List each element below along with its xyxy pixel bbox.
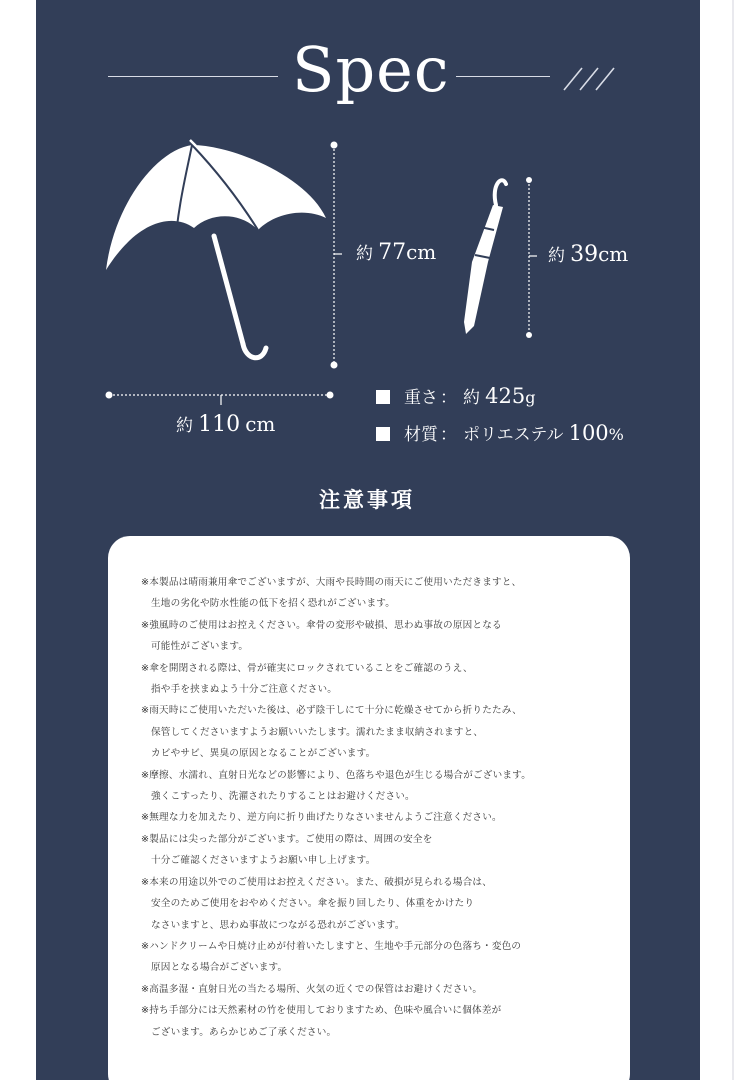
note-item: ※製品には尖った部分がございます。ご使用の際は、周囲の安全を 十分ご確認くださいますようお願い申し上げます。 <box>141 833 433 867</box>
note-item: ※強風時のご使用はお控えください。傘骨の変形や破損、思わぬ事故の原因となる 可能性がございます。 <box>141 619 502 653</box>
note-item: ※傘を開閉される際は、骨が確実にロックされていることをご確認のうえ、 指や手を挟まぬよう十分ご注意ください。 <box>141 662 473 696</box>
note-item: ※無理な力を加えたり、逆方向に折り曲げたりなさいませんようご注意ください。 <box>141 812 502 824</box>
bullet-square-icon <box>376 390 390 404</box>
note-item: ※摩擦、水濡れ、直射日光などの影響により、色落ちや退色が生じる場合がございます。 強くこすったり、洗濯されたりすることはお避けください。 <box>141 769 532 803</box>
note-item: ※持ち手部分には天然素材の竹を使用しておりますため、色味や風合いに個体差が ございます。あらかじめご了承ください。 <box>141 1005 502 1038</box>
open-umbrella-icon <box>106 140 326 358</box>
umbrella-illustrations <box>36 0 700 480</box>
side-margin <box>700 0 736 1080</box>
folded-length-label: 約 39cm <box>548 242 629 267</box>
open-width-label: 約 110 cm <box>176 412 276 437</box>
notes-card <box>108 536 630 1080</box>
note-item: ※本製品は晴雨兼用傘でございますが、大雨や長時間の雨天にご使用いただきますと、 生地の劣化や防水性能の低下を招く恐れがございます。 <box>141 577 522 610</box>
note-item: ※本来の用途以外でのご使用はお控えください。また、破損が見られる場合は、 安全のためご使用をおやめください。傘を振り回したり、体重をかけたり なさいますと、思わぬ事故につながる恐れがございます。 <box>141 876 493 931</box>
note-item: ※雨天時にご使用いただいた後は、必ず陰干しにて十分に乾燥させてから折りたたみ、 保管してくださいますようお願いいたします。濡れたまま収納されますと、 カビやサビ、異臭の原因となることがございます。 <box>141 705 522 760</box>
bullet-square-icon <box>376 427 390 441</box>
open-height-dimension-line <box>331 142 343 369</box>
notes-list <box>141 572 625 1043</box>
open-width-dimension-line <box>106 392 334 406</box>
spec-material: 材質 ： ポリエステル 100 % <box>376 420 624 445</box>
side-divider <box>732 0 734 1080</box>
notes-heading: 注意事項 <box>319 488 415 512</box>
spec-panel <box>36 0 700 1080</box>
folded-length-dimension-line <box>526 177 537 338</box>
note-item: ※ハンドクリームや日焼け止めが付着いたしますと、生地や手元部分の色落ち・変色の 原因となる場合がございます。 <box>141 940 522 974</box>
spec-weight: 重さ ： 約 425 g <box>376 383 535 408</box>
folded-umbrella-icon <box>464 180 506 334</box>
note-item: ※高温多湿・直射日光の当たる場所、火気の近くでの保管はお避けください。 <box>141 983 483 995</box>
page-title: Spec <box>292 33 450 106</box>
open-height-label: 約 77cm <box>356 240 437 265</box>
